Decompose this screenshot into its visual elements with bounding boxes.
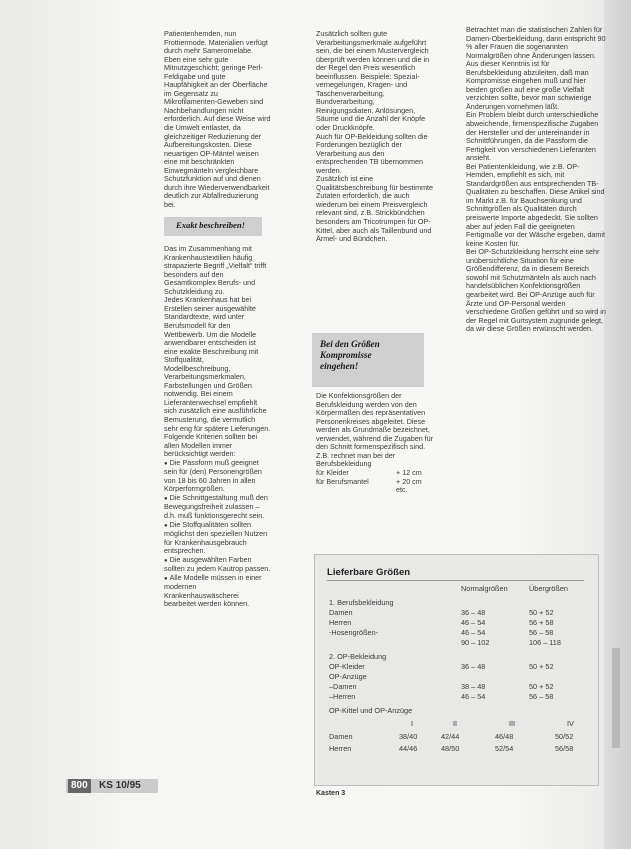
row-label: OP-Anzüge [329,672,367,681]
table-row [329,732,591,743]
row-label: Damen [329,732,353,741]
paragraph: Das im Zusammenhang mit Krankenhaustextilien häufig strapazierte Begriff „Vielfalt“ trifft besonders auf den Gesamtkomplex Berufs- und Schutzkleidung zu. [164,244,267,296]
over-size: 106 – 118 [529,638,561,647]
table-row [329,744,591,755]
normal-size: 46 – 54 [461,692,486,701]
section-label: 2. OP-Bekleidung [329,652,387,661]
bullet-item: ● Die ausgewählten Farben sollten zu jedem Kautrop passen. [164,556,271,574]
table-row [329,638,591,649]
bullet-item: ● Die Passform muß geeignet sein für (den) Personengrößen von 18 bis 60 Jahren in allen Körperformgrößen. [164,459,271,494]
grade-value: 48/50 [441,744,460,753]
divider [327,580,584,581]
normal-size: 36 – 48 [461,608,486,617]
paragraph: Zusätzlich ist eine Qualitätsbeschreibung für bestimmte Zutaten erforderlich, die auch wiederum bei einem Preisvergleich relevant sind, z.B. Strickbündchen besonders am Tricotrumpen für OP-Kittel, aber auch als Taillenbund und Ärmel- und Bündchen. [316,174,434,244]
column-2-lower [316,391,434,495]
section-label: 1. Berufsbekleidung [329,598,394,607]
paragraph: Z.B. rechnet man bei der Berufsbekleidung [316,450,396,469]
normal-size: 46 – 54 [461,628,486,637]
grade-header: III [509,719,516,728]
allowance-row [316,476,434,495]
paragraph: Aus dieser Kenntnis ist für Berufsbekleidung abzuleiten, daß man Kompromisse eingehen muß und hier beiden großen auf eine große Vielfalt verzichten sollte, bevor man schwierige Änderungen vornehmen läßt. [466,59,592,111]
column-1 [164,30,271,609]
normal-size: 90 – 102 [461,638,490,647]
grade-value: 52/54 [495,744,514,753]
banner-line: Kompromisse [320,350,372,360]
issue-label: KS 10/95 [99,780,141,791]
box-caption: Kasten 3 [316,790,346,797]
paragraph: Betrachtet man die statistischen Zahlen für Damen-Oberbekleidung, dann entspricht 90 % aller Frauen die sogenannten Normalgrößen ohne Änderungen lassen. [466,25,606,60]
bullet-item: ● Alle Modelle müssen in einer modernen Krankenhauswäscherei bearbeitet werden können. [164,574,271,609]
section-banner-groessen [312,333,424,387]
bullet-item: ● Die Schnittgestaltung muß den Bewegungsfreiheit zulassen – d.h. muß funktionsgerecht sein. [164,494,271,521]
sizes-table-box [314,554,599,786]
over-size: 56 – 58 [529,692,554,701]
column-3 [466,26,606,334]
over-size: 56 + 58 [529,618,554,627]
allowance-value: + 20 cm etc. [396,476,422,495]
grade-value: 50/52 [555,732,574,741]
grade-header: IV [567,719,574,728]
column-header: Übergrößen [529,584,568,593]
row-label: –Damen [329,682,357,691]
paragraph: Die Konfektionsgrößen der Berufskleidung werden von den Körpermaßen des repräsentativen Personenkreises abgeleitet. Diese werden als Grundmaße bezeichnet, verwendet, während die Zugaben für den Schnitt formenspezifisch sind. [316,391,434,452]
edge-marker [612,648,620,748]
section-banner-exakt: Exakt beschreiben! [164,217,262,236]
section-label: OP-Kittel und OP-Anzüge [329,706,413,715]
row-label: Damen [329,608,353,617]
banner-line: Bei den Größen [320,339,380,349]
grade-header: II [453,719,458,728]
allowance-label: für Berufsmantel [316,476,369,486]
paragraph: Zusätzlich sollten gute Verarbeitungsmerkmale aufgeführt sein, die bei einem Mustervergleich überprüft werden können und die in der Regel den Preis wesentlich beeinflussen. Beispiele: Spezialvernegelungen, Kragen- und Taschenverarbeitung, Bundverarbeitung, Reinigungsdiaten, Anlösungen, Säume und die Anzahl der Knöpfe oder Druckknöpfe. [316,29,430,133]
grade-value: 42/44 [441,732,460,741]
banner-line: eingehen! [320,361,359,371]
grade-header-row [329,719,591,730]
grade-value: 56/58 [555,744,574,753]
over-size: 56 – 58 [529,628,554,637]
grade-value: 44/46 [399,744,418,753]
page-number: 800 [68,779,91,793]
allowance-value: + 12 cm [396,467,422,477]
section-heading [329,706,591,717]
row-label: –Herren [329,692,356,701]
bullet-item: ● Die Stoffqualitäten sollten möglichst den speziellen Nutzen für Krankenhausgebrauch entsprechen. [164,521,271,556]
over-size: 50 + 52 [529,662,554,671]
paragraph: Bei OP-Schutzkleidung herrscht eine sehr unübersichtliche Situation für eine Größendifferenz, da in diesem Bereich sowohl mit Schutzmänteln als auch nach handelsüblichen Konfektionsgrößen gearbeitet wird. Bei OP-Anzüge auch für Ärzte und OP-Personal werden verschiedene Größen geführt und so wird in der Regel mit Gurtsystem zugrunde gelegt, da wir diese Größen erwünscht werden. [466,247,606,334]
row-label: -Hosengrößen- [329,628,379,637]
row-label: Herren [329,744,352,753]
normal-size: 36 – 48 [461,662,486,671]
paragraph: Patientenhemden, nun Frottiermode. Materialien verfügt durch mehr Sameromelabe. Eben eine sehr gute Mitnutzgeschicht; geringe Perl-Feldigabe und gute Haupfähigkeit an der Oberfläche im Gegensatz zu Mikrofilamenten-Geweben sind Nachbehandlungen nicht erforderlich. Auf diese Weise wird die Umwelt entlastet, da gleichzeitiger Reduzierung der Aufbereitungskosten. Diese neuartigen OP-Mäntel weisen eine mit beschränkten Einwegmänteln vergleichbare Schutzfunktion auf und dienen durch ihre Wiederverwendbarkeit deutlich zur Abfallreduzierung bei. [164,29,271,209]
table-header-row [329,584,591,595]
paragraph: Folgende Kriterien sollten bei allen Modellen immer berücksichtigt werden: [164,432,258,459]
grade-header: I [411,719,414,728]
column-2 [316,30,434,244]
over-size: 50 + 52 [529,608,554,617]
paragraph: Jedes Krankenhaus hat bei Erstellen seiner ausgewählte Standardtexte, wird unter Berufsmodell für den Wettbewerb. Um die Modelle anwendbarer entscheiden ist eine exakte Beschreibung mit Stoffqualität, Modellbeschreibung, Verarbeitungsmerkmalen, Farbstellungen und Größen notwendig. Bei einem Lieferantenwechsel empfiehlt sich zusätzlich eine ausführliche Bemusterung, die vermutlich sehr eng für spätere Lieferungen. [164,295,271,433]
normal-size: 38 – 48 [461,682,486,691]
paragraph: Bei Patientenkleidung, wie z.B. OP-Hemden, empfiehlt es sich, mit Standardgrößen aus entsprechenden TB-Qualitäten zu beschaffen. Diese Artikel sind im Markt z.B. für Bauchsenkung und Schnittgrößen als Qualitäten durch preiswerte Importe abgedeckt. Sie sollten aber auf jeden Fall die geeigneten Fertigmaße vor der Wäsche ergeben, damit keine Kosten für. [466,161,606,248]
paragraph: Ein Problem bleibt durch unterschiedliche abweichende, firmenspezifische Zugaben der Hersteller und der untereinander in Schnittführungen, da die Passform die Fertigkeit von verschiedenen Lieferanten ansieht. [466,110,599,163]
table-row [329,692,591,703]
paragraph: Auch für OP-Bekleidung sollten die Forderungen bezüglich der Verarbeitung aus den entsprechenden TB übernommen werden. [316,131,428,175]
row-label: OP-Kleider [329,662,365,671]
over-size: 50 + 52 [529,682,554,691]
grade-value: 46/48 [495,732,514,741]
column-header: Normalgrößen [461,584,508,593]
sizes-table-title: Lieferbare Größen [327,567,411,578]
allowance-label: für Kleider [316,467,349,477]
row-label: Herren [329,618,352,627]
normal-size: 46 – 54 [461,618,486,627]
grade-value: 38/40 [399,732,418,741]
